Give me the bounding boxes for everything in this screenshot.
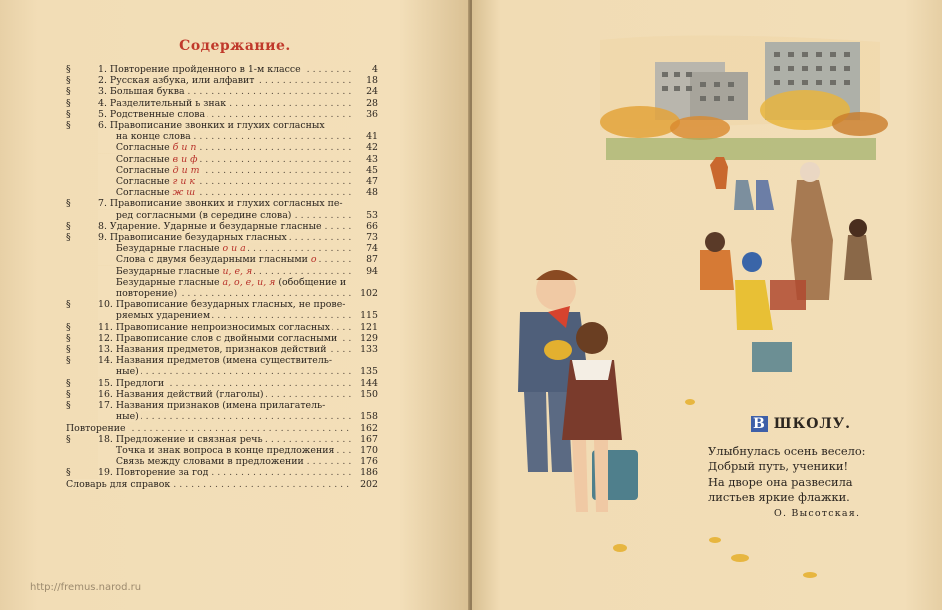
walking-children xyxy=(700,157,872,372)
toc-entry-text: Безударные гласные а, о, е, и, я (обобщение и xyxy=(98,276,347,288)
toc-entry-text: ред согласными (в середине слова) . . . xyxy=(98,210,354,221)
toc-entry-text: ные) . . . xyxy=(98,411,354,422)
toc-page-number: 135 xyxy=(360,366,378,378)
toc-entry-text: 7. Правописание звонких и глухих согласных пе- xyxy=(98,198,343,210)
toc-letters: а, о, е, и, я xyxy=(222,276,276,288)
toc-page-number: 28 xyxy=(366,97,378,109)
toc-page-number: 158 xyxy=(360,411,378,423)
toc-page-number: 129 xyxy=(360,332,378,344)
toc-entry-text: Повторение . . . xyxy=(66,423,354,434)
toc-title: Содержание. xyxy=(179,38,291,54)
toc-entry-text: Слова с двумя безударными гласными о . . . xyxy=(98,254,354,265)
toc-letters: о и а xyxy=(222,243,246,255)
toc-page-number: 102 xyxy=(360,288,378,300)
poem-line: На дворе она развесила xyxy=(708,474,853,489)
toc-section-mark: § xyxy=(66,355,71,367)
toc-page-number: 202 xyxy=(360,478,378,490)
toc-page-number: 170 xyxy=(360,444,378,456)
toc-section-mark: § xyxy=(66,332,71,344)
poem-author: О. Высотская. xyxy=(774,508,861,519)
toc-entry-text: 14. Названия предметов (имена существитель- xyxy=(98,355,333,367)
poem-line: Улыбнулась осень весело: xyxy=(708,444,866,458)
toc-entry-text: Согласные в и ф . . . xyxy=(98,154,354,165)
toc-entry-text: ные) . . . xyxy=(98,366,354,377)
toc-entry-text: Словарь для справок . . . xyxy=(66,479,354,490)
toc-page-number: 74 xyxy=(366,243,378,255)
toc-page-number: 45 xyxy=(366,164,378,176)
toc-section-mark: § xyxy=(66,299,71,311)
toc-entry-text: Согласные д и т . . . xyxy=(98,165,354,176)
toc-page-number: 162 xyxy=(360,422,378,434)
toc-entry-text: Безударные гласные о и а . . . xyxy=(98,243,354,254)
toc-page-number: 47 xyxy=(366,176,378,188)
toc-section-mark: § xyxy=(66,232,71,244)
toc-section-mark: § xyxy=(66,433,71,445)
toc-entry-text: 10. Правописание безударных гласных, не прове- xyxy=(98,299,346,311)
toc-section-mark: § xyxy=(66,86,71,98)
toc-section-mark: § xyxy=(66,198,71,210)
poem xyxy=(708,444,866,505)
toc-entry-text: 18. Предложение и связная речь . . . xyxy=(98,434,354,445)
toc-letters: б и п xyxy=(172,142,197,154)
toc-page-number: 121 xyxy=(360,321,378,333)
toc-entry-text: 5. Родственные слова . . . xyxy=(98,109,354,120)
toc-entry-text: Связь между словами в предложении . . . xyxy=(98,456,354,467)
headline-text: ШКОЛУ. xyxy=(767,416,852,432)
toc-entry-text: Безударные гласные и, е, я . . . xyxy=(98,266,354,277)
illustration-headline xyxy=(751,416,851,432)
toc-section-mark: § xyxy=(66,377,71,389)
toc-entry-text: Согласные ж ш . . . xyxy=(98,187,354,198)
toc-entry-text: 13. Названия предметов, признаков действий . . . xyxy=(98,344,354,355)
toc-entry-text: ряемых ударением . . . xyxy=(98,310,354,321)
toc-entry-text: 1. Повторение пройденного в 1-м классе . . . xyxy=(98,64,354,75)
toc-page-number: 73 xyxy=(366,232,378,244)
toc-section-mark: § xyxy=(66,75,71,87)
toc-letters: д и т xyxy=(172,164,200,176)
toc-entry-text: Точка и знак вопроса в конце предложения . . . xyxy=(98,445,354,456)
poem-line: листьев яркие флажки. xyxy=(708,489,850,504)
toc-entry-text: 9. Правописание безударных гласных . . . xyxy=(98,232,354,243)
toc-entry-text: 6. Правописание звонких и глухих согласных xyxy=(98,120,325,132)
toc-entry xyxy=(66,322,378,333)
toc-page-number: 87 xyxy=(366,254,378,266)
toc-page-number: 66 xyxy=(366,220,378,232)
toc-page-number: 176 xyxy=(360,456,378,468)
toc-entry-text: 2. Русская азбука, или алфавит . . . xyxy=(98,75,354,86)
toc-entry-text: повторение) . . . xyxy=(98,288,354,299)
toc-page-number: 48 xyxy=(366,187,378,199)
toc-entry-text: 3. Большая буква . . . xyxy=(98,86,354,97)
toc-entry-text: 4. Разделительный ь знак . . . xyxy=(98,98,354,109)
toc-page-number: 186 xyxy=(360,467,378,479)
toc-entry xyxy=(66,198,378,209)
toc-page-number: 36 xyxy=(366,108,378,120)
toc-page-number: 18 xyxy=(366,75,378,87)
foreground-children xyxy=(518,270,638,512)
toc-entry-text: 16. Названия действий (глаголы) . . . xyxy=(98,389,354,400)
toc-entry xyxy=(66,333,378,344)
toc-page-number: 42 xyxy=(366,142,378,154)
toc-page-number: 144 xyxy=(360,377,378,389)
toc-letters: в и ф xyxy=(172,153,198,165)
toc-letters: ж ш xyxy=(172,187,196,199)
toc-entry-text: 11. Правописание непроизносимых согласных . . . xyxy=(98,322,354,333)
poem-line: Добрый путь, ученики! xyxy=(708,459,849,474)
toc-section-mark: § xyxy=(66,467,71,479)
toc-letters: г и к xyxy=(172,176,195,188)
toc-entry-text: 19. Повторение за год . . . xyxy=(98,467,354,478)
toc-page-number: 115 xyxy=(360,310,378,322)
toc-page-number: 94 xyxy=(366,265,378,277)
toc-section-mark: § xyxy=(66,344,71,356)
toc-entry xyxy=(66,355,378,366)
headline-initial: В xyxy=(753,416,766,432)
toc-entry xyxy=(66,299,378,310)
toc-section-mark: § xyxy=(66,388,71,400)
toc-entry-text: 15. Предлоги . . . xyxy=(98,378,354,389)
toc-section-mark: § xyxy=(66,220,71,232)
toc-page-number: 53 xyxy=(366,209,378,221)
watermark: http://fremus.narod.ru xyxy=(30,582,142,593)
toc-page-number: 24 xyxy=(366,86,378,98)
toc-entry-text: Согласные б и п . . . xyxy=(98,142,354,153)
toc-letters: о xyxy=(310,254,317,266)
toc-entry-text: Согласные г и к . . . xyxy=(98,176,354,187)
toc-entry-text: на конце слова . . . xyxy=(98,131,354,142)
toc-entry xyxy=(66,277,378,288)
toc-section-mark: § xyxy=(66,400,71,412)
toc-section-mark: § xyxy=(66,321,71,333)
toc-entry-text: 12. Правописание слов с двойными согласными . . . xyxy=(98,333,354,344)
toc-letters: и, е, я xyxy=(222,265,253,277)
toc-section-mark: § xyxy=(66,64,71,75)
toc-section-mark: § xyxy=(66,108,71,120)
toc-page-number: 150 xyxy=(360,388,378,400)
toc-page-number: 41 xyxy=(366,131,378,143)
toc-page-number: 4 xyxy=(372,64,378,75)
toc-section-mark: § xyxy=(66,120,71,132)
toc-section-mark: § xyxy=(66,97,71,109)
toc-entry xyxy=(66,445,378,456)
toc-entry-text: 8. Ударение. Ударные и безударные гласные . . . xyxy=(98,221,354,232)
toc-entry-text: 17. Названия признаков (имена прилагатель- xyxy=(98,400,326,412)
toc-page-number: 167 xyxy=(360,433,378,445)
toc-page-number: 133 xyxy=(360,344,378,356)
toc-page-number: 43 xyxy=(366,153,378,165)
